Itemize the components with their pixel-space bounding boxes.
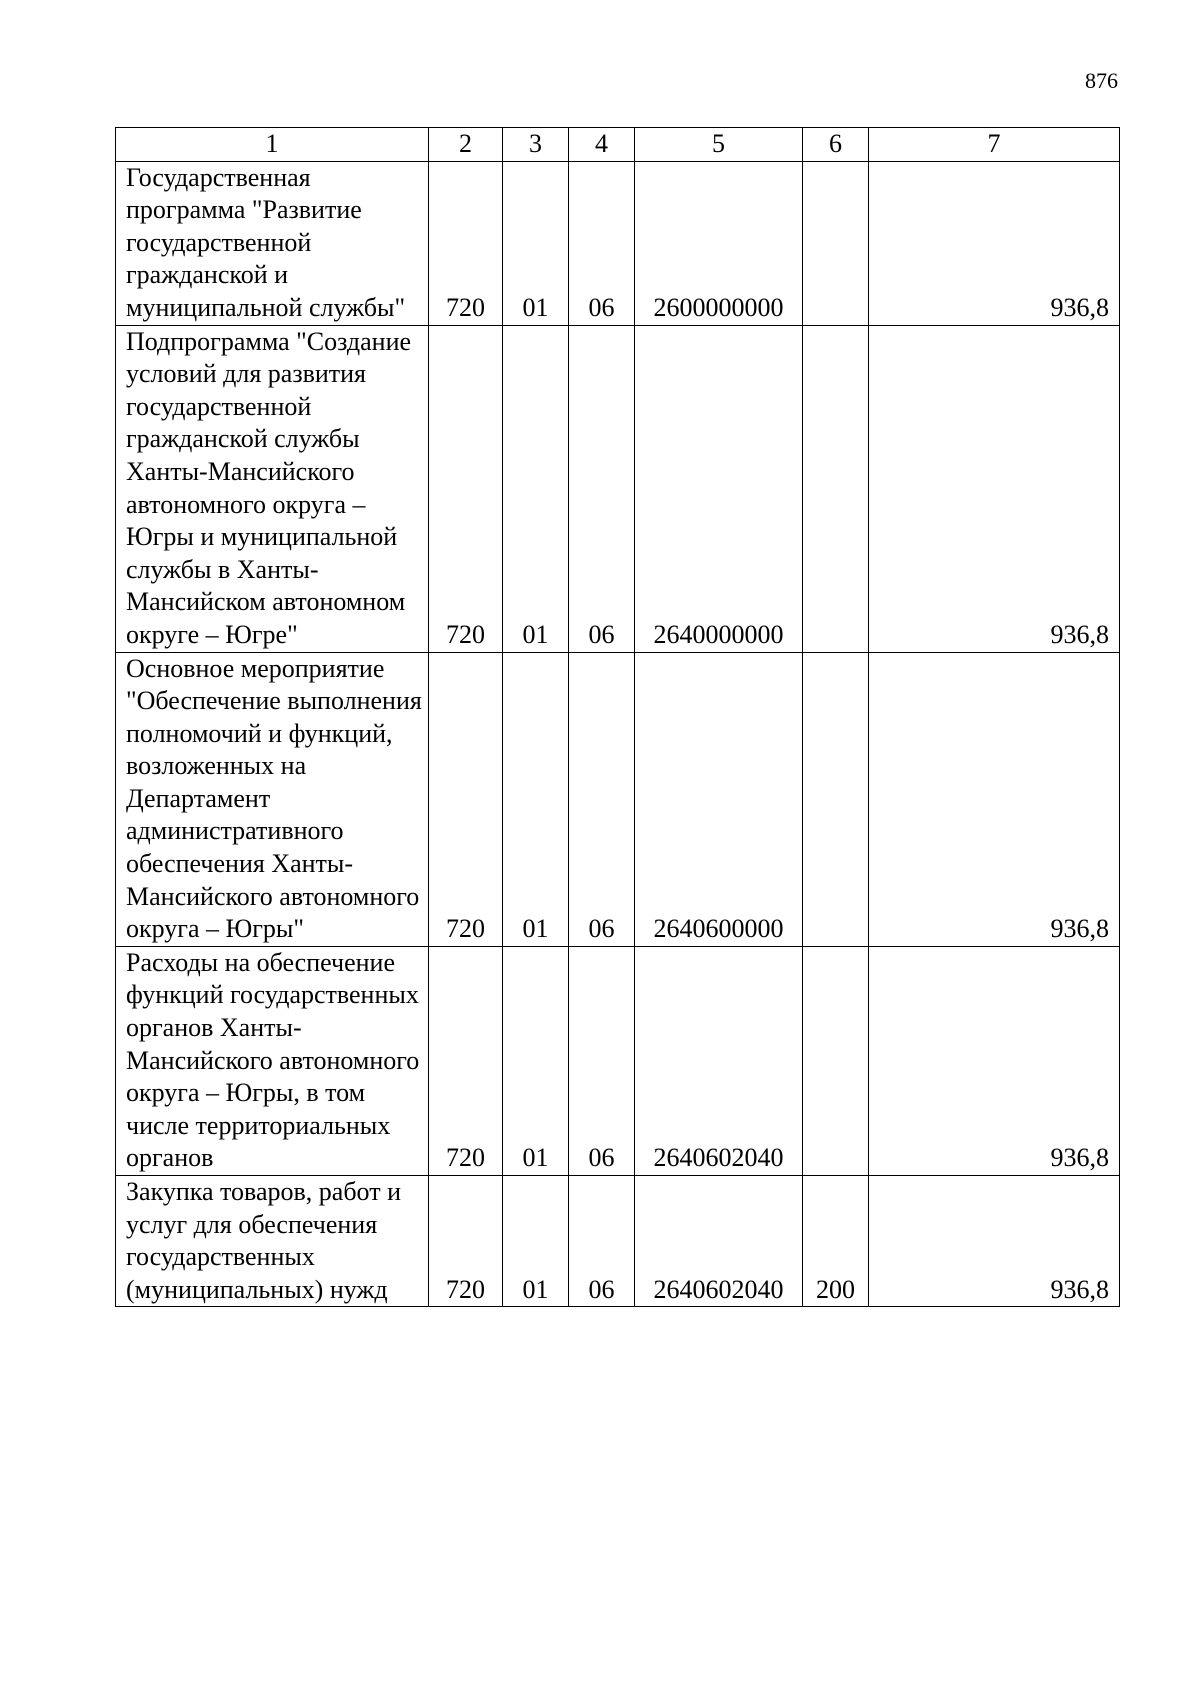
column-header-5: 5 <box>635 128 803 162</box>
row-col4-cell: 06 <box>569 325 635 652</box>
row-name-cell: Расходы на обеспечение функций государственных органов Ханты-Мансийского автономного округа – Югры, в том числе территориальных органов <box>116 946 429 1175</box>
column-header-4: 4 <box>569 128 635 162</box>
row-col2-cell: 720 <box>429 1176 503 1307</box>
row-col3-cell: 01 <box>503 161 569 325</box>
row-col5-cell: 2640602040 <box>635 946 803 1175</box>
row-col5-cell: 2600000000 <box>635 161 803 325</box>
row-col6-cell: 200 <box>803 1176 869 1307</box>
row-col2-cell: 720 <box>429 652 503 946</box>
row-col7-cell: 936,8 <box>869 161 1120 325</box>
row-col2-cell: 720 <box>429 325 503 652</box>
column-header-1: 1 <box>116 128 429 162</box>
row-col4-cell: 06 <box>569 946 635 1175</box>
row-col5-cell: 2640602040 <box>635 1176 803 1307</box>
column-header-6: 6 <box>803 128 869 162</box>
column-header-3: 3 <box>503 128 569 162</box>
row-col3-cell: 01 <box>503 325 569 652</box>
row-col7-cell: 936,8 <box>869 652 1120 946</box>
row-col6-cell <box>803 161 869 325</box>
table-row <box>116 652 1120 946</box>
row-col7-cell: 936,8 <box>869 325 1120 652</box>
column-header-2: 2 <box>429 128 503 162</box>
row-col4-cell: 06 <box>569 652 635 946</box>
row-col7-cell: 936,8 <box>869 1176 1120 1307</box>
budget-table <box>115 127 1120 1307</box>
table-row <box>116 161 1120 325</box>
row-col2-cell: 720 <box>429 946 503 1175</box>
row-name-cell: Государственная программа "Развитие государственной гражданской и муниципальной службы" <box>116 161 429 325</box>
row-col2-cell: 720 <box>429 161 503 325</box>
row-col6-cell <box>803 325 869 652</box>
row-col4-cell: 06 <box>569 161 635 325</box>
column-header-7: 7 <box>869 128 1120 162</box>
row-col5-cell: 2640600000 <box>635 652 803 946</box>
table-row <box>116 325 1120 652</box>
row-name-cell: Закупка товаров, работ и услуг для обеспечения государственных (муниципальных) нужд <box>116 1176 429 1307</box>
row-col3-cell: 01 <box>503 946 569 1175</box>
row-name-cell: Подпрограмма "Создание условий для развития государственной гражданской службы Ханты-Мансийского автономного округа – Югры и муниципальной службы в Ханты-Мансийском автономном округе – Югре" <box>116 325 429 652</box>
table-row <box>116 946 1120 1175</box>
row-col3-cell: 01 <box>503 652 569 946</box>
table-row <box>116 1176 1120 1307</box>
row-col6-cell <box>803 946 869 1175</box>
row-col6-cell <box>803 652 869 946</box>
row-name-cell: Основное мероприятие "Обеспечение выполнения полномочий и функций, возложенных на Департамент административного обеспечения Ханты-Мансийского автономного округа – Югры" <box>116 652 429 946</box>
row-col7-cell: 936,8 <box>869 946 1120 1175</box>
table-header-row <box>116 128 1120 162</box>
row-col4-cell: 06 <box>569 1176 635 1307</box>
row-col3-cell: 01 <box>503 1176 569 1307</box>
row-col5-cell: 2640000000 <box>635 325 803 652</box>
page-number: 876 <box>1085 68 1118 93</box>
